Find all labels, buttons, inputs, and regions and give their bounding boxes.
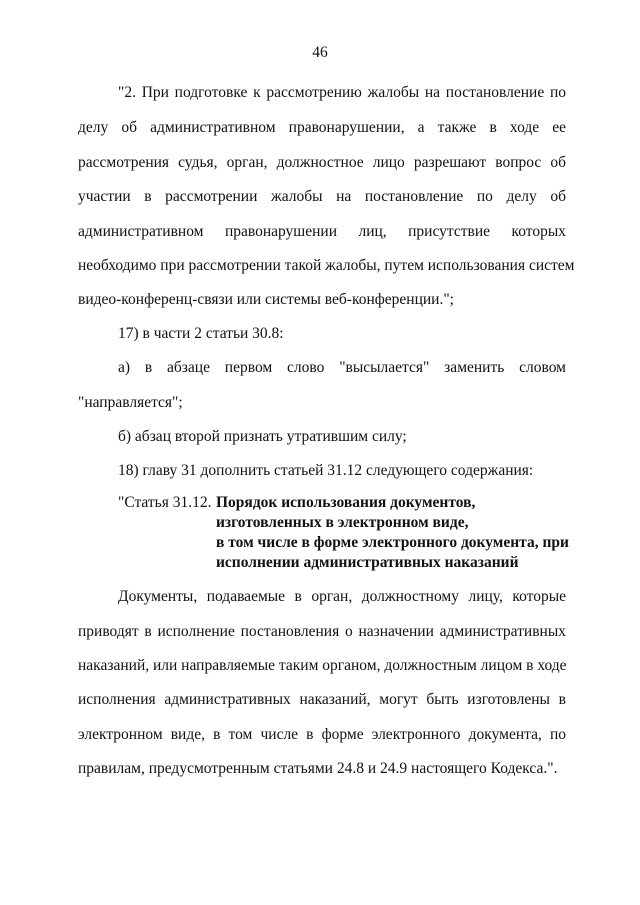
amendment-item-17a: а) в абзаце первом слово "высылается" заменить словом xyxy=(118,359,566,376)
amendment-item-17: 17) в части 2 статьи 30.8: xyxy=(118,325,284,342)
amendment-item-17a-cont: "направляется"; xyxy=(78,394,183,411)
paragraph-line: правилам, предусмотренным статьями 24.8 и 24.9 настоящего Кодекса.". xyxy=(78,760,558,777)
amendment-item-18: 18) главу 31 дополнить статьей 31.12 следующего содержания: xyxy=(118,462,534,479)
paragraph-line: Документы, подаваемые в орган, должностному лицу, которые xyxy=(118,588,566,605)
paragraph-line: участии в рассмотрении жалобы на постановление по делу об xyxy=(78,188,566,205)
amendment-item-17b: б) абзац второй признать утратившим силу; xyxy=(118,428,407,445)
page-number: 46 xyxy=(312,44,328,61)
paragraph-line: "2. При подготовке к рассмотрению жалобы на постановление по xyxy=(118,84,566,101)
paragraph-line: необходимо при рассмотрении такой жалобы, путем использования систем xyxy=(78,257,575,274)
article-title-line: изготовленных в электронном виде, xyxy=(216,514,469,531)
article-title xyxy=(216,493,569,573)
paragraph-line: приводят в исполнение постановления о назначении административных xyxy=(78,623,566,640)
paragraph-line: исполнения административных наказаний, могут быть изготовлены в xyxy=(78,691,566,708)
article-title-line: исполнении административных наказаний xyxy=(216,554,519,571)
paragraph-line: наказаний, или направляемые таким органом, должностным лицом в ходе xyxy=(78,657,567,674)
article-label: "Статья 31.12. xyxy=(118,494,212,511)
paragraph-line: рассмотрения судья, орган, должностное лицо разрешают вопрос об xyxy=(78,154,566,171)
article-title-line: Порядок использования документов, xyxy=(216,494,476,511)
paragraph-line: видео-конференц-связи или системы веб-конференции."; xyxy=(78,291,454,308)
article-title-line: в том числе в форме электронного документа, при xyxy=(216,534,569,551)
paragraph-line: электронном виде, в том числе в форме электронного документа, по xyxy=(78,726,566,743)
paragraph-line: административном правонарушении лиц, присутствие которых xyxy=(78,223,566,240)
paragraph-line: делу об административном правонарушении, а также в ходе ее xyxy=(78,119,566,136)
